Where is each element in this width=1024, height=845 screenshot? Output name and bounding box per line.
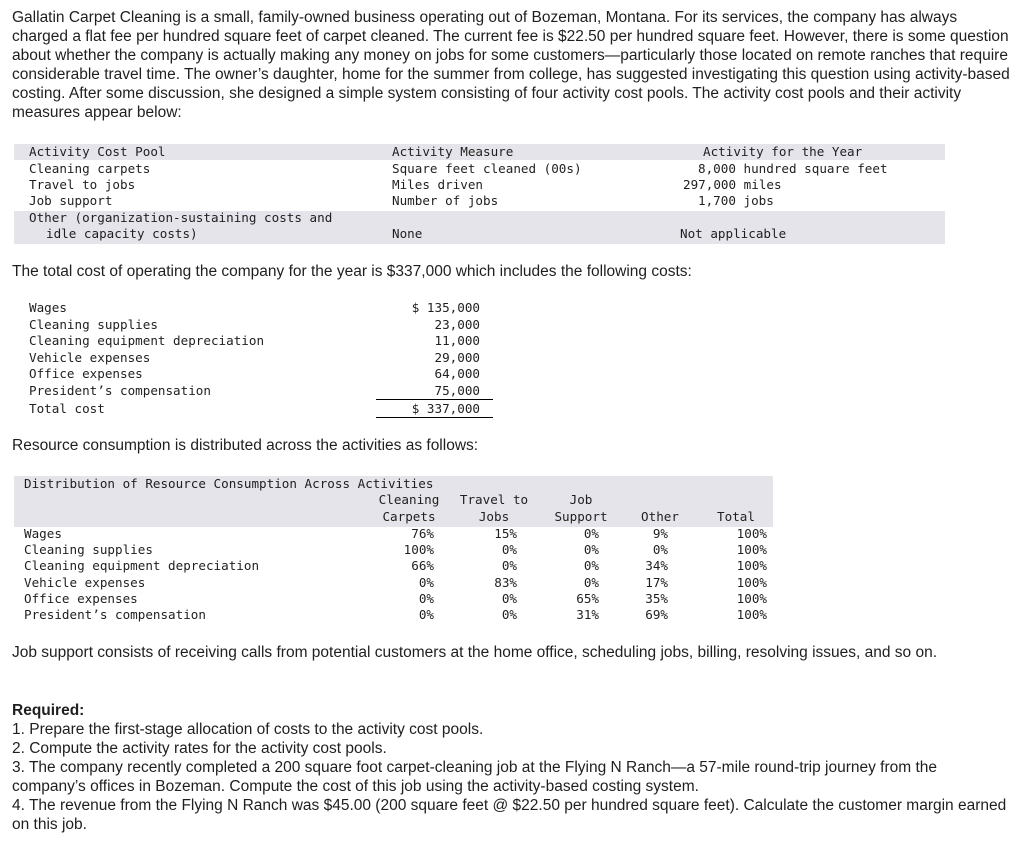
activity-table-header-measure: Activity Measure (392, 144, 514, 159)
distribution-cell: 0% (583, 558, 599, 573)
distribution-cell: 100% (736, 542, 767, 557)
column-header-line2: Jobs (478, 509, 510, 524)
activity-row-activity: 297,000 miles (683, 177, 782, 192)
required-item: 3. The company recently completed a 200 square foot carpet-cleaning job at the Flying N Ranch—a 57-mile round-trip journey from the company’s offices in Bozeman. Compute the cost of this job using the activity-based costing system. (12, 759, 938, 795)
activity-row-pool-continued: idle capacity costs) (46, 226, 198, 241)
resource-sentence: Resource consumption is distributed across the activities as follows: (12, 437, 479, 454)
column-header-line2: Carpets (382, 509, 436, 524)
column-header-line1: Travel to (459, 492, 529, 507)
cost-label: Cleaning equipment depreciation (29, 333, 265, 348)
cost-value: 75,000 (434, 383, 480, 398)
cost-label: Cleaning supplies (29, 317, 158, 332)
total-rule-top (376, 399, 493, 400)
distribution-cell: 100% (403, 542, 434, 557)
activity-table-header-pool: Activity Cost Pool (29, 144, 166, 159)
activity-row-activity: Not applicable (680, 226, 787, 241)
distribution-cell: 0% (501, 558, 517, 573)
total-cost-sentence: The total cost of operating the company for the year is $337,000 which includes the following costs: (12, 263, 692, 280)
cost-value: 11,000 (434, 333, 480, 348)
distribution-row-label: Office expenses (24, 591, 138, 606)
cost-label: Wages (29, 300, 67, 315)
distribution-cell: 66% (411, 558, 434, 573)
distribution-cell: 35% (645, 591, 668, 606)
cost-label: Vehicle expenses (29, 350, 151, 365)
cost-value: 23,000 (434, 317, 480, 332)
distribution-cell: 100% (736, 575, 767, 590)
distribution-cell: 100% (736, 607, 767, 622)
activity-row-pool: Cleaning carpets (29, 161, 151, 176)
distribution-cell: 0% (501, 607, 517, 622)
activity-row-pool: Travel to jobs (29, 177, 136, 192)
cost-value: $ 135,000 (411, 300, 480, 315)
distribution-row-label: Vehicle expenses (24, 575, 146, 590)
total-rule-bottom (376, 417, 493, 418)
cost-label: Office expenses (29, 366, 143, 381)
intro-paragraph: Gallatin Carpet Cleaning is a small, family-owned business operating out of Bozeman, Montana. For its services, the company has always charged a flat fee per hundred square feet of carpet cleaned. The current fee is $22.50 per hundred square feet. However, there is some question about whether the company is actually making any money on jobs for some customers—particularly those located on remote ranches that require considerable travel time. The owner’s daughter, home for the summer from college, has suggested investigating this question using activity-based costing. After some discussion, she designed a simple system consisting of four activity cost pools. The activity cost pools and their activity measures appear below: (12, 9, 1010, 121)
distribution-cell: 0% (501, 542, 517, 557)
activity-row-measure: None (392, 226, 423, 241)
distribution-cell: 100% (736, 591, 767, 606)
distribution-row-label: Cleaning equipment depreciation (24, 558, 260, 573)
activity-row-pool: Job support (29, 193, 113, 208)
column-header-line2: Support (554, 509, 608, 524)
cost-value: 29,000 (434, 350, 480, 365)
distribution-cell: 17% (645, 575, 668, 590)
distribution-cell: 69% (645, 607, 668, 622)
column-header-line2: Total (717, 509, 755, 524)
cost-value: 64,000 (434, 366, 480, 381)
required-item: 2. Compute the activity rates for the activity cost pools. (12, 740, 387, 757)
required-title: Required: (12, 702, 85, 719)
activity-table-header-activity: Activity for the Year (703, 144, 863, 159)
distribution-cell: 0% (418, 607, 434, 622)
required-section (12, 701, 1012, 834)
distribution-cell: 34% (645, 558, 668, 573)
distribution-cell: 0% (583, 526, 599, 541)
required-item: 4. The revenue from the Flying N Ranch was $45.00 (200 square feet @ $22.50 per hundred square feet). Calculate the customer margin earned on this job. (12, 797, 1007, 833)
distribution-cell: 100% (736, 558, 767, 573)
distribution-row-label: President’s compensation (24, 607, 206, 622)
distribution-cell: 83% (494, 575, 517, 590)
distribution-row-label: Cleaning supplies (24, 542, 153, 557)
distribution-table-title: Distribution of Resource Consumption Across Activities (24, 476, 434, 491)
column-header-line2: Other (641, 509, 679, 524)
job-support-paragraph: Job support consists of receiving calls from potential customers at the home office, scheduling jobs, billing, resolving issues, and so on. (12, 644, 938, 661)
required-item: 1. Prepare the first-stage allocation of costs to the activity cost pools. (12, 721, 484, 738)
column-header-line1: Job (569, 492, 593, 507)
distribution-cell: 31% (576, 607, 599, 622)
distribution-cell: 0% (501, 591, 517, 606)
activity-row-measure: Miles driven (392, 177, 483, 192)
distribution-cell: 9% (652, 526, 668, 541)
distribution-cell: 15% (494, 526, 517, 541)
distribution-row-label: Wages (24, 526, 62, 541)
distribution-cell: 0% (418, 591, 434, 606)
cost-label: President’s compensation (29, 383, 211, 398)
activity-row-activity: 8,000 hundred square feet (698, 161, 888, 176)
activity-row-activity: 1,700 jobs (698, 193, 774, 208)
distribution-cell: 0% (583, 575, 599, 590)
activity-row-pool: Other (organization-sustaining costs and (29, 210, 333, 225)
activity-row-measure: Square feet cleaned (00s) (392, 161, 582, 176)
activity-row-measure: Number of jobs (392, 193, 499, 208)
distribution-cell: 0% (583, 542, 599, 557)
distribution-cell: 65% (576, 591, 599, 606)
total-cost-value: $ 337,000 (411, 401, 480, 416)
distribution-cell: 100% (736, 526, 767, 541)
column-header-line1: Cleaning (378, 492, 440, 507)
distribution-cell: 0% (418, 575, 434, 590)
distribution-cell: 76% (411, 526, 434, 541)
total-cost-label: Total cost (29, 401, 105, 416)
distribution-cell: 0% (652, 542, 668, 557)
